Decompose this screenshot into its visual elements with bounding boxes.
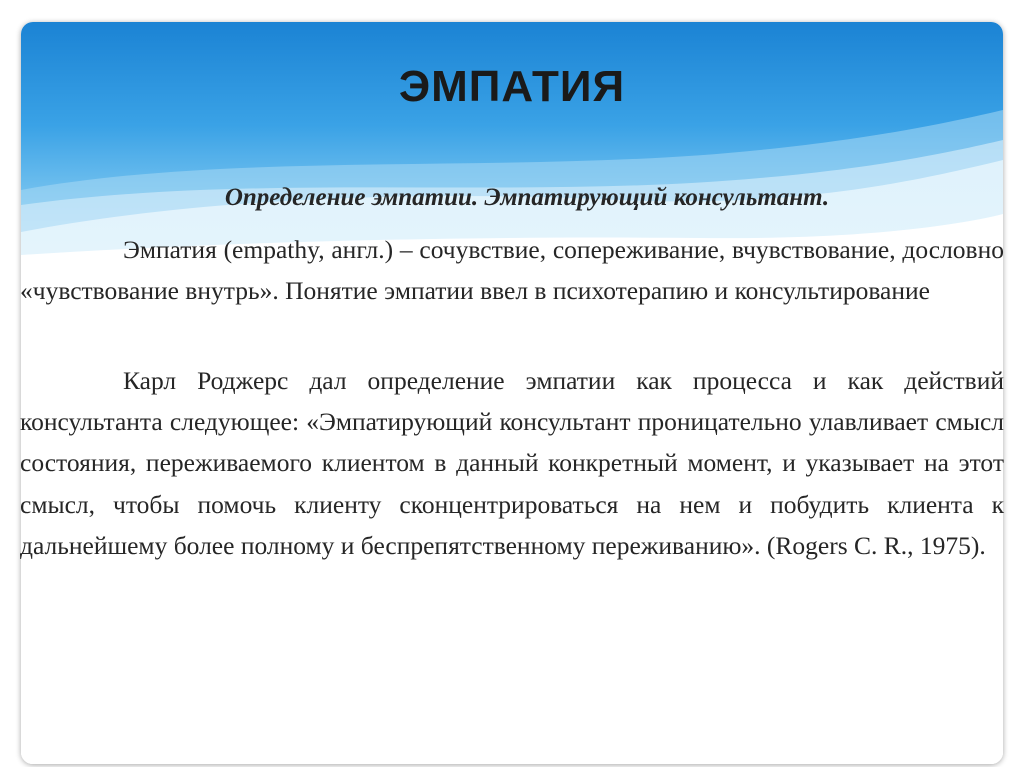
slide-subtitle: Определение эмпатии. Эмпатирующий консультант. — [224, 184, 830, 211]
paragraph-rogers-quote: Карл Роджерс дал определение эмпатии как процесса и как действий консультанта следующее: «Эмпатирующий консультант проницательно улавливает смысл состояния, переживаемого клиентом в данный конкретный момент, и указывает на этот смысл, чтобы помочь клиенту сконцентрироваться на нем и побудить клиента к дальнейшему более полному и беспрепятственному переживанию». (Rogers C. R., 1975). — [20, 366, 1004, 560]
paragraph-definition: Эмпатия (empathy, англ.) – сочувствие, сопереживание, вчувствование, дословно «чувствование внутрь». Понятие эмпатии ввел в психотерапию и консультирование — [20, 235, 1004, 306]
slide-title: ЭМПАТИЯ — [398, 62, 626, 111]
